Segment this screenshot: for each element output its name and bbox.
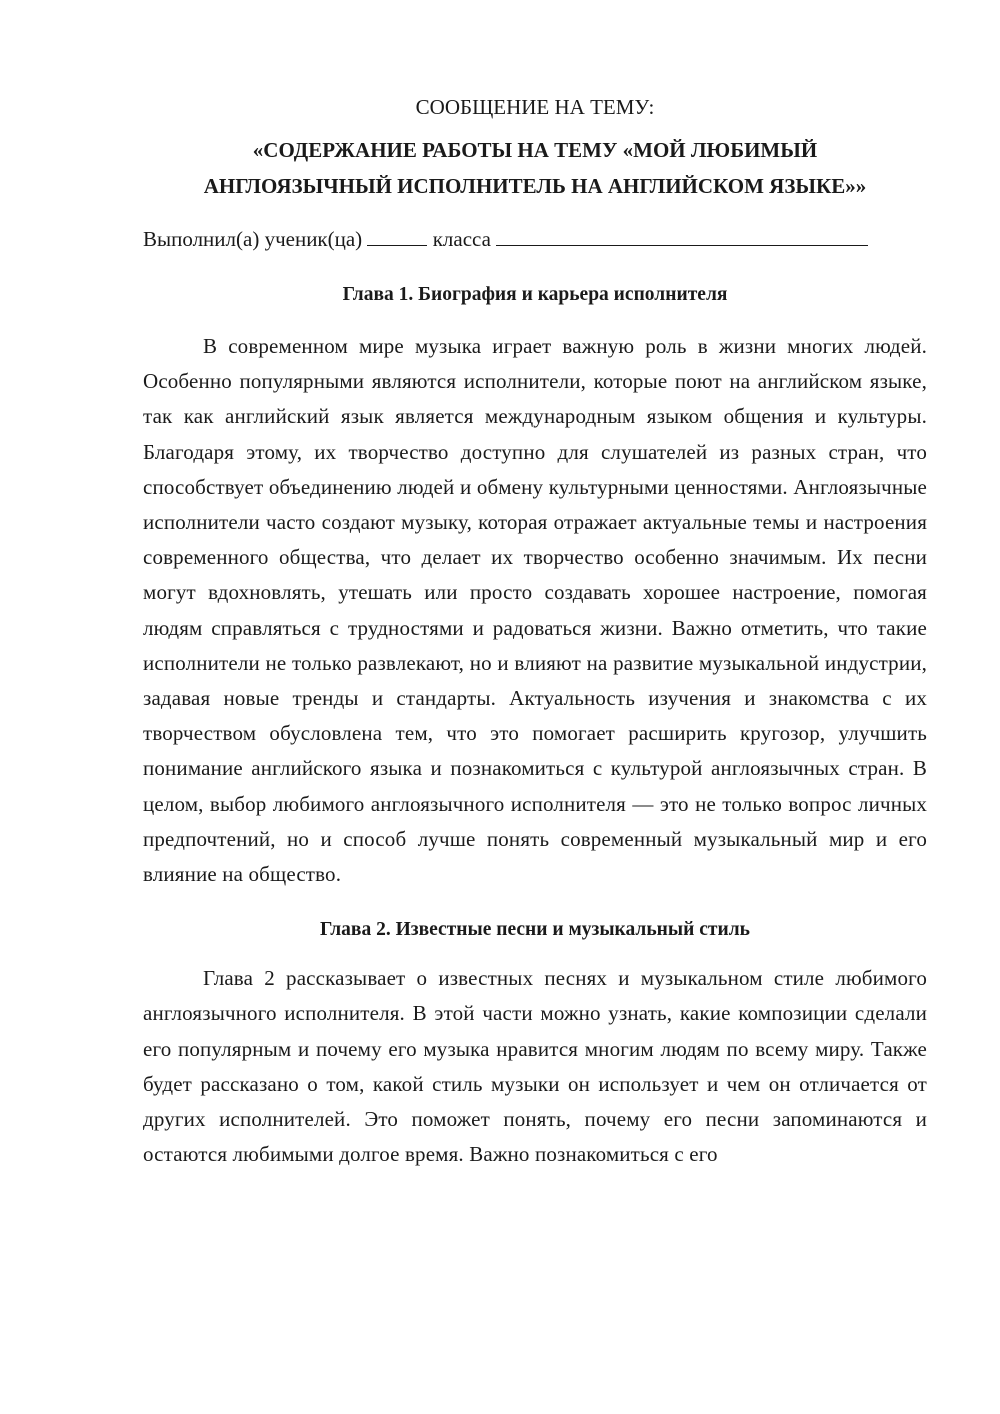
chapter-2-title: Глава 2. Известные песни и музыкальный стиль [320,919,750,941]
chapter-2-paragraph: Глава 2 рассказывает о известных песнях и музыкальном стиле любимого англоязычного исполнителя. В этой части можно узнать, какие композиции сделали его популярным и почему его музыка нравится многим людям по всему миру. Также будет рассказано о том, какой стиль музыки он использует и чем он отличается от других исполнителей. Это поможет понять, почему его песни запоминаются и остаются любимыми долгое время. Важно познакомиться с его [143,966,927,1167]
document-page [143,92,927,1172]
author-prefix: Выполнил(а) ученик(ца) [143,227,363,251]
author-line [143,223,927,254]
document-title-line-2: АНГЛОЯЗЫЧНЫЙ ИСПОЛНИТЕЛЬ НА АНГЛИЙСКОМ ЯЗЫКЕ»» [203,174,867,198]
document-heading: СООБЩЕНИЕ НА ТЕМУ: [415,95,655,119]
chapter-1-title: Глава 1. Биография и карьера исполнителя [342,284,728,305]
document-title [143,132,927,204]
document-title-line-1: «СОДЕРЖАНИЕ РАБОТЫ НА ТЕМУ «МОЙ ЛЮБИМЫЙ [252,138,818,162]
chapter-1-paragraph: В современном мире музыка играет важную роль в жизни многих людей. Особенно популярными являются исполнители, которые поют на английском языке, так как английский язык является международным языком общения и культуры. Благодаря этому, их творчество доступно для слушателей из разных стран, что способствует объединению людей и обмену культурными ценностями. Англоязычные исполнители часто создают музыку, которая отражает актуальные темы и настроения современного общества, что делает их творчество особенно значимым. Их песни могут вдохновлять, утешать или просто создавать хорошее настроение, помогая людям справляться с трудностями и радоваться жизни. Важно отметить, что такие исполнители не только развлекают, но и влияют на развитие музыкальной индустрии, задавая новые тренды и стандарты. Актуальность изучения и знакомства с их творчеством обусловлена тем, что это помогает расширить кругозор, улучшить понимание английского языка и познакомиться с культурой англоязычных стран. В целом, выбор любимого англоязычного исполнителя — это не только вопрос личных предпочтений, но и способ лучше понять современный музыкальный мир и его влияние на общество. [143,334,927,887]
class-number-blank [367,223,427,246]
name-blank [496,223,868,246]
class-word: класса [432,227,491,251]
